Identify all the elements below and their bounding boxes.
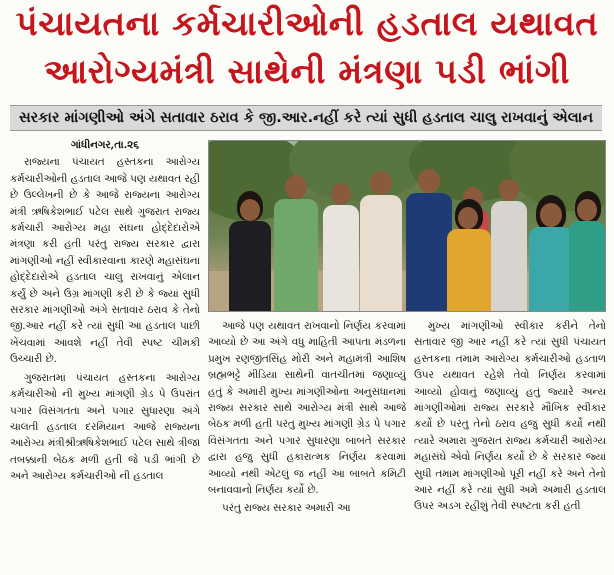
article-column-3	[414, 318, 606, 573]
article-paragraph: મુખ્ય માંગણીઓ સ્વીકાર કરીને તેનો સતાવાર જી આર નહીં કરે ત્યાં સુધી પંચાયત હસ્તકના તમામ આરોગ્ય કર્મચારીઓ હડતાળ ઉપર યથાવત રહેશે તેવો નિર્ણય કરવામાં આવ્યો હોવાનું જણાવ્યું હતું જ્યારે અન્ય માંગણીઓમાં રાજ્ય સરકારે મૌખિક સ્વીકાર કર્યો છે પરંતુ તેનો ઠરાવ હજુ સુધી કર્યો નથી ત્યારે અમારા ગુજરાત રાજ્ય કર્મચારી આરોગ્ય મહાસંઘે એવો નિર્ણય કર્યો છે કે સરકાર જ્યાં સુધી તમામ માંગણીઓ પૂરી નહીં કરે અને તેનો આર નહીં કરે ત્યાં સુધી અમે અમારી હડતાલ ઉપર અડગ રહીશું તેવી સ્પષ્ટતા કરી હતી	[414, 320, 606, 513]
article-column-1	[10, 137, 200, 573]
article-paragraph: પરંતુ રાજ્ય સરકાર અમારી આ	[222, 502, 351, 515]
article-paragraph: આજે પણ યથાવત રાખવાનો નિર્ણય કરવામાં આવ્યો છે આ અંગે વધુ માહિતી આપતા મંડળના પ્રમુખ રણજીતસિંહ મોરી અને મહામંત્રી આશિષ બ્રહ્મભટ્ટે મીડિયા સાથેની વાતચીતમાં જણાવ્યું હતું કે અમારી મુખ્ય માંગણીઓના અનુસંધાનમાં રાજ્ય સરકાર સાથે આરોગ્ય મંત્રી સાથે આજે બેઠક મળી હતી પરંતુ મુખ્ય માંગણી ગ્રેડ પે પગાર વિસંગતતા અને પગાર સુધારણા બાબતે સરકાર દ્વારા હજુ સુધી હકારાત્મક નિર્ણય કરવામાં આવ્યો નથી એટલું જ નહીં આ બાબતે કમિટી બનાવવાનો નિર્ણય કર્યો છે.	[208, 320, 406, 497]
headline-line-2: આરોગ્યમંત્રી સાથેની મંત્રણા પડી ભાંગી	[44, 52, 570, 92]
subheadline-bar	[10, 105, 602, 131]
article-paragraph: રાજ્યના પંચાયત હસ્તકના આરોગ્ય કર્મચારીઓની હડતાલ આજે પણ યથાવત રહી છે ઉલ્લેખની છે કે આજે રાજ્યના આરોગ્ય મંત્રી ઋષિકેશભાઈ પટેલ સાથે ગુજરાત રાજ્ય કર્મચારી આરોગ્ય મહા સંઘના હોદ્દેદારોએ મંત્રણા કરી હતી પરંતુ રાજ્ય સરકાર દ્વારા માંગણીઓ નહીં સ્વીકારવાના કારણે મહાસંઘના હોદ્દેદારોએ હડતાલ ચાલુ રાખવાનું એલાન કર્યું છે અને ઉગ્ર માંગણી કરી છે કે જ્યાં સુધી સરકાર માંગણીઓ અંગે સતાવાર ઠરાવ કે તેનો જી.આર નહીં કરે ત્યાં સુધી આ હડતાલ પાછી ખેંચવામાં આવશે નહીં તેવી સ્પષ્ટ ચીમકી ઉચ્ચારી છે.	[10, 156, 200, 366]
headline-line-1: પંચાયતના કર્મચારીઓની હડતાલ યથાવત	[15, 4, 599, 44]
news-photo	[208, 140, 606, 312]
dateline: ગાંધીનગર,તા.૨૬	[70, 139, 139, 151]
subheadline: સરકાર માંગણીઓ અંગે સતાવાર ઠરાવ કે જી.આર.નહીં કરે ત્યાં સુધી હડતાલ ચાલુ રાખવાનું એલાન	[18, 110, 594, 126]
article-column-2	[208, 318, 406, 573]
article-paragraph: ગુજરાતમાં પંચાયત હસ્તકના આરોગ્ય કર્મચારીઓ ની મુખ્ય માંગણી ગ્રેડ પે ઉપરાંત પગાર વિસંગતતા અને પગાર સુધારણા અંગે ચાલતી હડતાલ દરમિયાન આજે રાજ્યના આરોગ્ય મંત્રીશ્રીઋષિકેશભાઈ પટેલ સાથે ત્રીજા તબક્કાની બેઠક મળી હતી જે પડી ભાંગી છે અને આરોગ્ય કર્મચારીઓ ની હડતાલ	[10, 371, 200, 483]
